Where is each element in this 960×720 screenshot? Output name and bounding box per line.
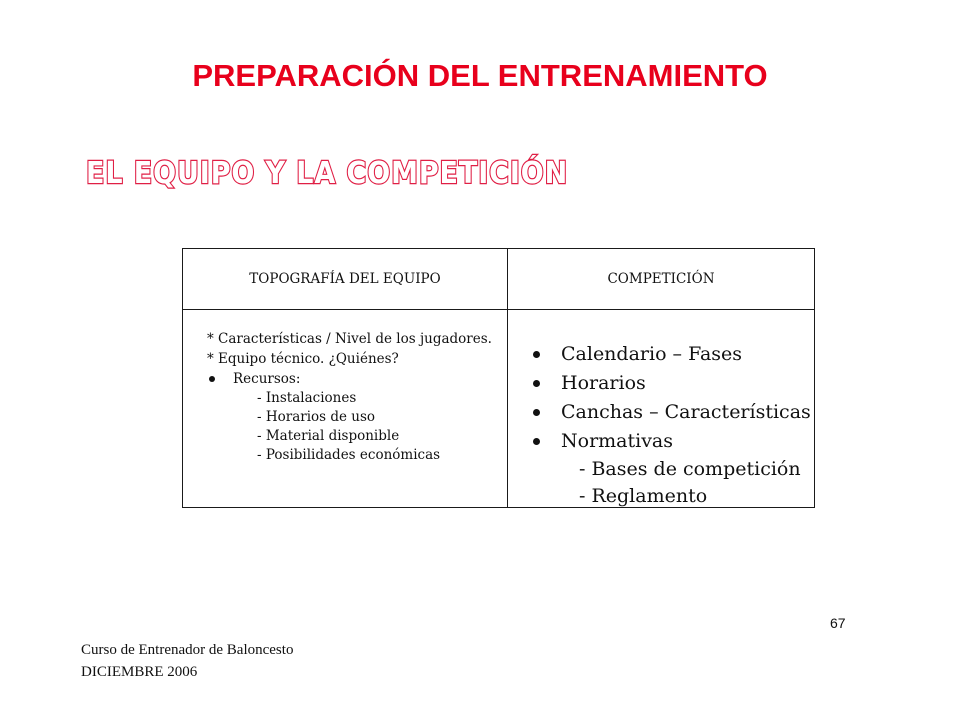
list-item: * Características / Nivel de los jugadores.: [207, 331, 492, 347]
footer-course: Curso de Entrenador de Baloncesto: [81, 642, 294, 658]
sub-list-item: - Material disponible: [257, 428, 400, 444]
slide-title: PREPARACIÓN DEL ENTRENAMIENTO: [192, 58, 768, 93]
list-item-label: Calendario – Fases: [561, 343, 743, 365]
list-item-resources: [207, 369, 492, 389]
sub-list-item: - Horarios de uso: [257, 409, 376, 425]
bullet-icon: [533, 351, 540, 358]
section-subtitle: EL EQUIPO Y LA COMPETICIÓN: [86, 156, 569, 191]
list-item: * Equipo técnico. ¿Quiénes?: [207, 351, 399, 367]
competition-cell: [529, 340, 811, 510]
list-item-label: Recursos:: [233, 371, 301, 387]
sub-list-item: - Bases de competición: [579, 458, 801, 480]
sub-list-item: - Instalaciones: [257, 390, 357, 406]
list-item-label: Horarios: [561, 372, 646, 394]
bullet-icon: [533, 409, 540, 416]
header-team-topography: TOPOGRAFÍA DEL EQUIPO: [249, 271, 441, 287]
team-topography-cell: [207, 329, 492, 465]
bullet-icon: [533, 380, 540, 387]
sub-list-item: - Reglamento: [579, 485, 708, 507]
list-item-label: Canchas – Características: [561, 401, 811, 423]
bullet-icon: [209, 376, 215, 382]
footer-date: DICIEMBRE 2006: [81, 664, 198, 680]
sub-list-item: - Posibilidades económicas: [257, 447, 441, 463]
list-item-label: Normativas: [561, 430, 674, 452]
bullet-icon: [533, 438, 540, 445]
header-divider: [183, 309, 814, 310]
planning-table: [182, 248, 815, 508]
footer: [81, 639, 293, 683]
list-item: [529, 427, 811, 456]
page-number: 67: [830, 615, 846, 631]
header-competition: COMPETICIÓN: [607, 271, 715, 287]
list-item: [529, 369, 811, 398]
list-item: [529, 398, 811, 427]
list-item: [529, 340, 811, 369]
